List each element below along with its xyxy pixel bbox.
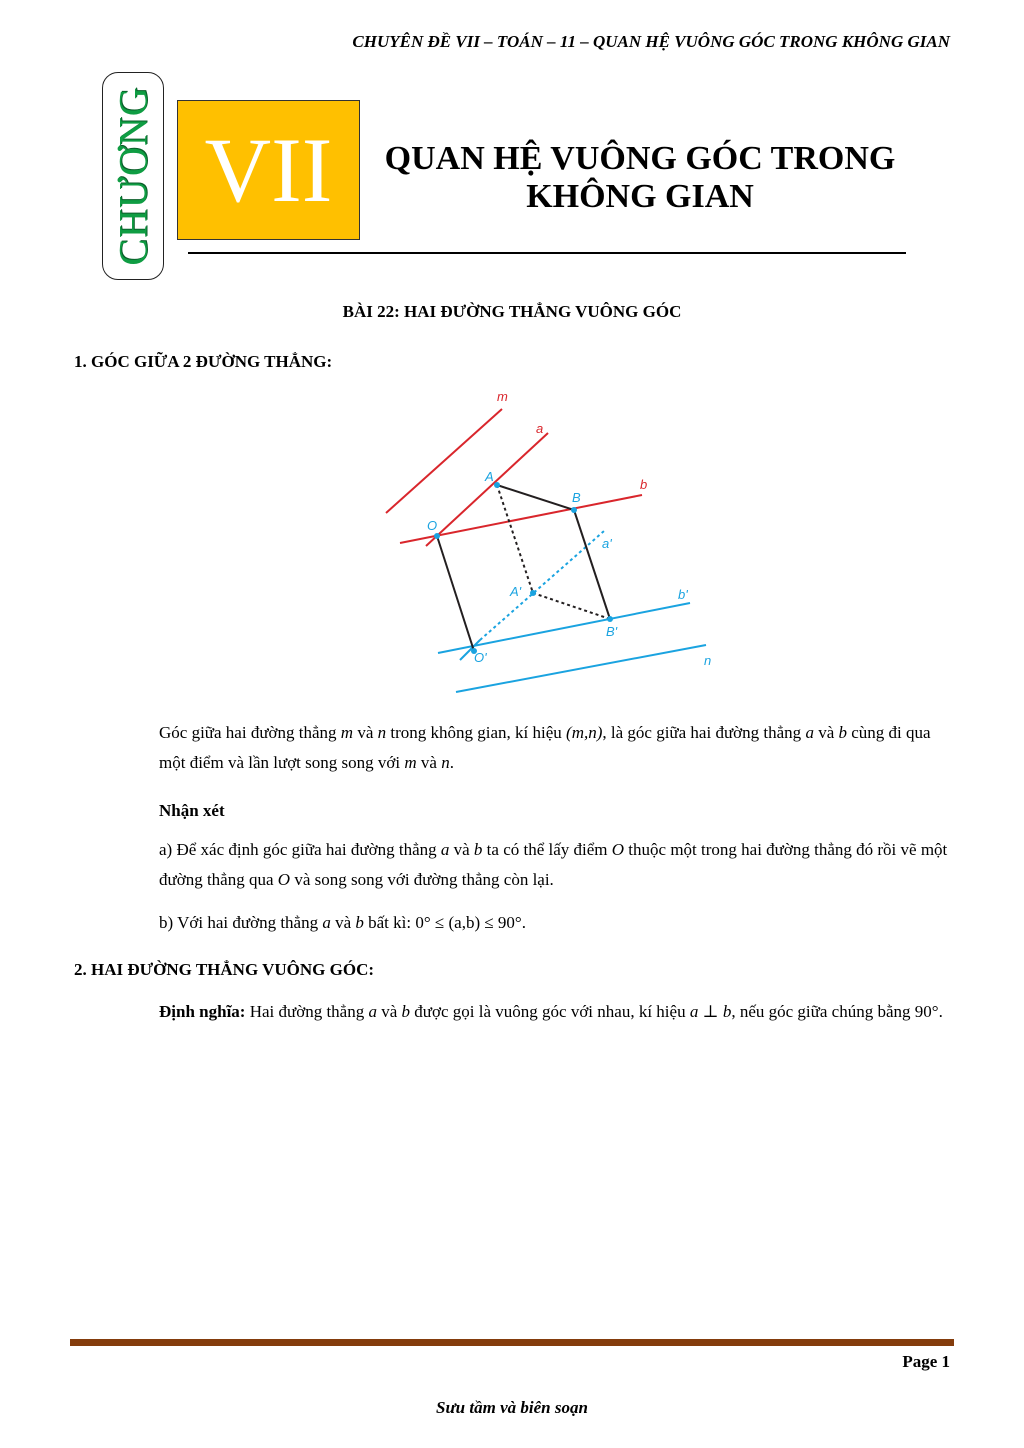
remark-b — [159, 908, 954, 938]
text: cùng đi qua một điểm và lần lượt song song với — [159, 723, 931, 772]
point-B — [571, 507, 577, 513]
text: và — [453, 840, 470, 859]
running-header: CHUYÊN ĐỀ VII – TOÁN – 11 – QUAN HỆ VUÔNG GÓC TRONG KHÔNG GIAN — [352, 32, 950, 51]
text: , là góc giữa hai đường thẳng — [602, 723, 802, 742]
text: , nếu góc giữa chúng bằng — [731, 1002, 911, 1021]
var-O: O — [277, 870, 291, 889]
label-A: A — [485, 469, 494, 484]
footer-rule — [70, 1339, 954, 1346]
label-O: O — [427, 518, 438, 533]
segment-AB — [497, 485, 574, 510]
label-m: m — [497, 389, 508, 404]
point-B-prime — [607, 616, 613, 622]
remark-title: Nhận xét — [159, 801, 225, 820]
var-a: a — [368, 1002, 377, 1021]
lesson-title: BÀI 22: HAI ĐƯỜNG THẲNG VUÔNG GÓC — [342, 302, 682, 321]
text: ta có thể lấy điểm — [486, 840, 608, 859]
text: . — [938, 1002, 943, 1021]
label-O-prime: O' — [474, 650, 487, 665]
label-n: n — [704, 653, 712, 668]
perpendicular-definition — [159, 997, 954, 1027]
text: và — [335, 913, 352, 932]
chapter-number-box — [177, 100, 360, 240]
label-B: B — [572, 490, 581, 505]
definition-label: Định nghĩa: — [159, 1002, 246, 1021]
chapter-title-line1: QUAN HỆ VUÔNG GÓC TRONG — [384, 140, 896, 177]
line-a — [426, 433, 548, 546]
label-A-prime: A' — [510, 584, 522, 599]
label-b-prime: b' — [678, 587, 688, 602]
notation-angle-mn: (m,n) — [566, 723, 603, 742]
segment-A-prime-B-prime — [533, 593, 610, 619]
text: bất kì: — [368, 913, 412, 932]
text: và song song với đường thẳng còn lại. — [294, 870, 554, 889]
var-b: b — [401, 1002, 411, 1021]
definition-paragraph — [159, 718, 954, 778]
value-90-degrees: 90° — [914, 1002, 939, 1021]
line-m — [386, 409, 502, 513]
var-b: b — [838, 723, 847, 742]
label-a-prime: a' — [602, 536, 612, 551]
notation-perpendicular: a ⊥ b — [689, 1002, 732, 1021]
text: và — [357, 723, 374, 742]
angle-figure — [380, 385, 740, 705]
text: và — [420, 753, 437, 772]
title-rule — [188, 252, 906, 254]
text: trong không gian, kí hiệu — [390, 723, 562, 742]
chapter-title — [370, 140, 910, 216]
text: Hai đường thẳng — [249, 1002, 365, 1021]
var-b: b — [473, 840, 483, 859]
section1-heading: 1. GÓC GIỮA 2 ĐƯỜNG THẲNG: — [74, 352, 333, 371]
var-a: a — [805, 723, 814, 742]
var-n: n — [377, 723, 387, 742]
page-number: Page 1 — [902, 1352, 950, 1371]
chapter-word: CHƯƠNG — [110, 86, 156, 266]
var-m: m — [340, 723, 354, 742]
point-A-prime — [530, 590, 536, 596]
var-O: O — [611, 840, 625, 859]
chapter-number: VII — [204, 119, 333, 221]
text: thuộc một trong hai đường thẳng đó rồi vẽ một đường thẳng qua — [159, 840, 948, 889]
chapter-title-line2: KHÔNG GIAN — [526, 178, 754, 215]
text: . — [449, 753, 454, 772]
text: a) Để xác định góc giữa hai đường thẳng — [159, 840, 437, 859]
text: và — [381, 1002, 398, 1021]
remark-a — [159, 835, 954, 895]
segment-OA — [437, 536, 474, 651]
text: Góc giữa hai đường thẳng — [159, 723, 337, 742]
text: được gọi là vuông góc với nhau, kí hiệu — [414, 1002, 686, 1021]
point-A — [494, 482, 500, 488]
line-n — [456, 645, 706, 692]
var-a: a — [440, 840, 450, 859]
label-b: b — [640, 477, 648, 492]
label-a: a — [536, 421, 544, 436]
angle-range-formula: 0° ≤ (a,b) ≤ 90° — [415, 913, 522, 932]
text: b) Với hai đường thẳng — [159, 913, 319, 932]
section2-heading: 2. HAI ĐƯỜNG THẲNG VUÔNG GÓC: — [74, 960, 375, 979]
var-a: a — [322, 913, 331, 932]
var-m: m — [404, 753, 417, 772]
chapter-label-box — [102, 72, 164, 280]
text: và — [818, 723, 835, 742]
segment-BB-prime — [574, 510, 610, 619]
var-b: b — [355, 913, 364, 932]
label-B-prime: B' — [606, 624, 618, 639]
segment-AA-prime — [497, 485, 533, 593]
text: . — [521, 913, 526, 932]
var-n: n — [441, 753, 450, 772]
footer-credit: Sưu tầm và biên soạn — [436, 1398, 588, 1417]
point-O — [434, 533, 440, 539]
